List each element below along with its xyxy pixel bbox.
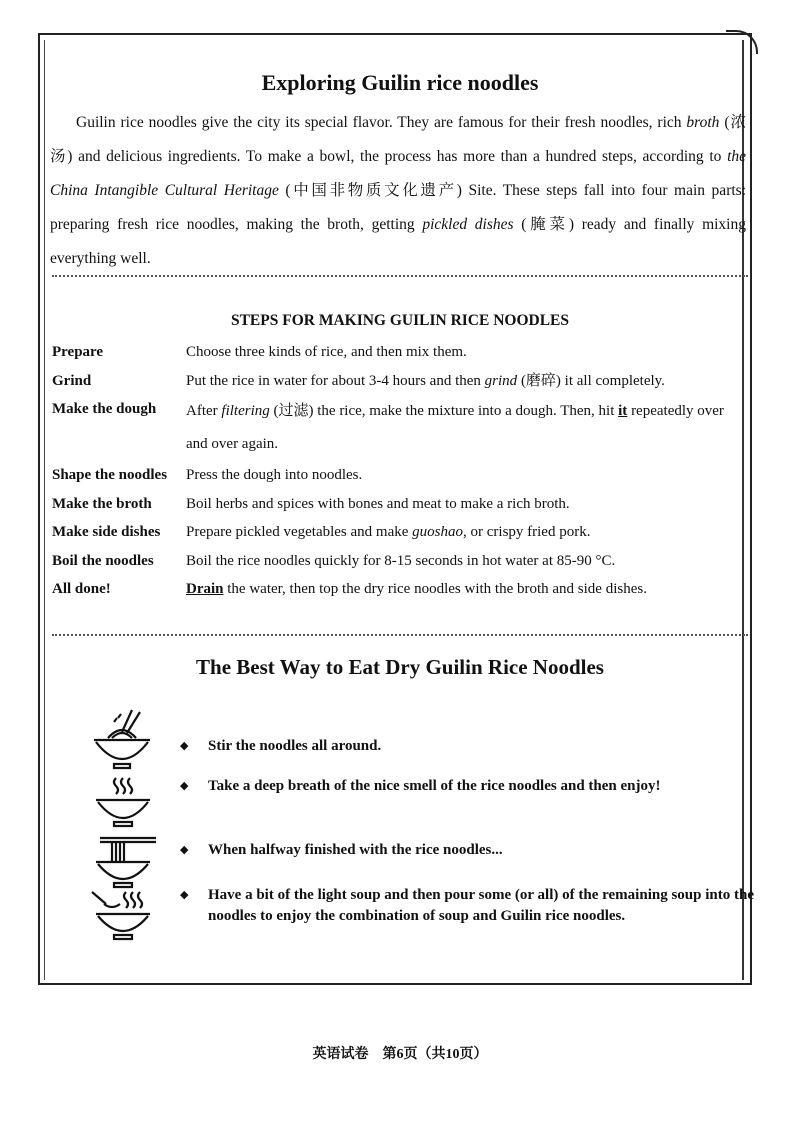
step-row: [52, 395, 742, 461]
source-name: the China Intangible Cultural Heritage: [50, 148, 746, 199]
step-row: [52, 575, 742, 604]
bullet-icon: ◆: [180, 740, 189, 752]
bowl-spoon-icon: [92, 892, 150, 939]
step-row: [52, 461, 742, 490]
step-text: Choose three kinds of rice, and then mix them.: [186, 344, 467, 360]
step-label: Make side dishes: [52, 524, 161, 540]
list-item: ◆ Have a bit of the light soup and then pour some (or all) of the remaining soup into the noodles to enjoy the combination of soup and Guilin rice noodles.: [180, 887, 754, 924]
article-title: Exploring Guilin rice noodles: [261, 70, 539, 95]
underlined-drain: Drain: [186, 581, 224, 597]
step-row: [52, 547, 742, 576]
step-text: Drain the water, then top the dry rice noodles with the broth and side dishes.: [186, 581, 647, 597]
bowl-lifted-noodles-icon: [96, 838, 156, 887]
step-text: Press the dough into noodles.: [186, 467, 363, 483]
step-label: Boil the noodles: [52, 552, 154, 569]
page-footer: 英语试卷 第6页（共10页）: [312, 1047, 488, 1062]
step-text: Boil the rice noodles quickly for 8-15 seconds in hot water at 85-90 °C.: [186, 552, 616, 569]
step-row: [52, 338, 742, 367]
list-item: ◆ When halfway finished with the rice noodles...: [180, 840, 754, 861]
steps-table: [52, 338, 742, 604]
bullet-icon: ◆: [180, 889, 189, 901]
list-item: ◆ Take a deep breath of the nice smell of the rice noodles and then enjoy!: [180, 776, 754, 797]
step-label: Make the broth: [52, 495, 152, 512]
step-label: Prepare: [52, 344, 104, 360]
step-text: Prepare pickled vegetables and make guoshao, or crispy fried pork.: [186, 524, 591, 540]
step-text: Put the rice in water for about 3-4 hours and then grind (磨碎) it all completely.: [186, 372, 665, 389]
intro-paragraph: Guilin rice noodles give the city its special flavor. They are famous for their fresh noodles, rich broth (浓汤) and delicious ingredients. To make a bowl, the process has more than a hundred steps, according to the China Intangible Cultural Heritage (中国非物质文化遗产) Site. These steps fall into four main parts: preparing fresh rice noodles, making the broth, getting pickled dishes (腌菜) ready and finally mixing everything well.: [50, 114, 746, 267]
bowl-steam-icon: [96, 778, 150, 826]
eat-heading: The Best Way to Eat Dry Guilin Rice Noodles: [196, 655, 604, 679]
underlined-it: it: [618, 403, 628, 419]
dotted-divider: [52, 275, 748, 277]
step-label: All done!: [52, 581, 111, 597]
step-row: [52, 490, 742, 519]
step-label: Make the dough: [52, 401, 157, 417]
step-row: [52, 367, 742, 396]
steps-heading: STEPS FOR MAKING GUILIN RICE NOODLES: [230, 312, 570, 329]
step-label: Grind: [52, 372, 92, 389]
page-curl-icon: [726, 30, 758, 54]
step-label: Shape the noodles: [52, 467, 168, 483]
list-item: ◆ Stir the noodles all around.: [180, 736, 754, 757]
step-text: After filtering (过滤) the rice, make the mixture into a dough. Then, hit it repeatedly over and over again.: [186, 403, 724, 452]
pickled-term: pickled dishes: [422, 216, 514, 233]
broth-term: broth: [686, 114, 720, 131]
step-text: Boil herbs and spices with bones and meat to make a rich broth.: [186, 495, 570, 512]
dotted-divider: [52, 634, 748, 636]
bullet-icon: ◆: [180, 844, 189, 856]
step-row: [52, 518, 742, 547]
bowl-chopsticks-icon: [94, 710, 150, 768]
noodle-bowl-icons: [86, 708, 156, 948]
bullet-icon: ◆: [180, 780, 189, 792]
